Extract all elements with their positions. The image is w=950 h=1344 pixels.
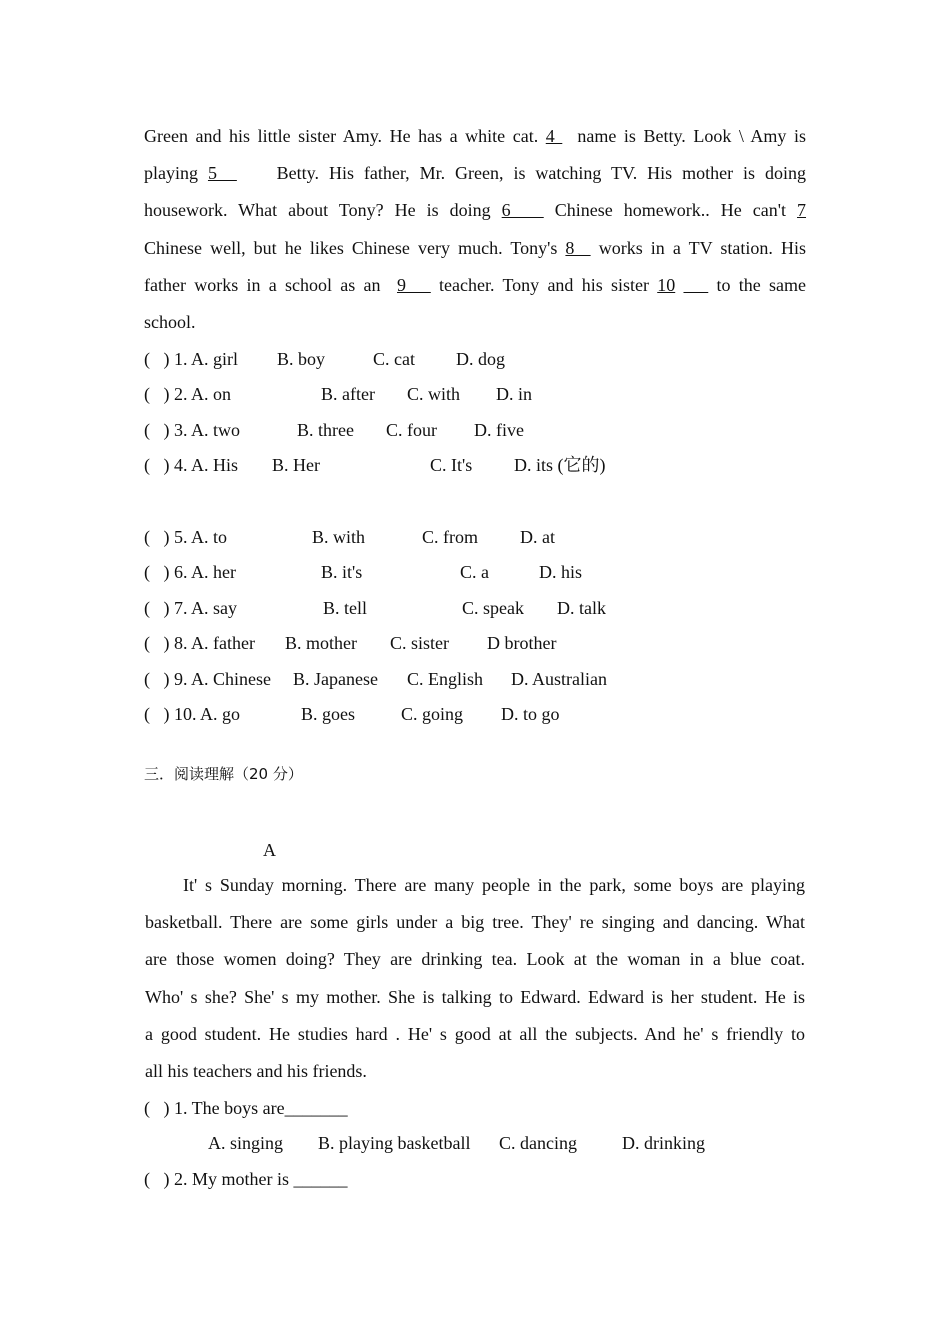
cloze-passage	[144, 118, 806, 341]
option-b: B. mother	[285, 633, 357, 653]
option-c: C. with	[407, 384, 461, 404]
blank-number: 9	[397, 274, 431, 295]
passage-line	[144, 267, 806, 304]
section-heading: 三．阅读理解（20 分）	[144, 765, 303, 783]
question-stem: ( ) 1. A. girl	[144, 349, 238, 369]
blank-number: 8	[565, 237, 591, 258]
question-text: ( ) 1. The boys are_______	[144, 1098, 348, 1118]
option-d: D brother	[487, 633, 557, 653]
question-stem: ( ) 8. A. father	[144, 633, 255, 653]
passage-text: Green and his little sister Amy. He has a white cat.	[144, 126, 546, 146]
option-b: B. playing basketball	[318, 1133, 471, 1153]
option-c: C. cat	[373, 349, 415, 369]
passage-text: father works in a school as an	[144, 274, 398, 295]
option-c: C. speak	[462, 598, 524, 618]
option-a: A. singing	[208, 1133, 284, 1153]
passage-text: housework. What about Tony? He is doing	[144, 200, 502, 221]
option-b: B. it's	[321, 562, 363, 582]
option-d: D. dog	[456, 349, 505, 369]
option-d: D. in	[496, 384, 532, 404]
option-d: D. to go	[501, 704, 560, 724]
reading-passage	[145, 867, 805, 1090]
reading-question-1-options	[144, 1131, 705, 1155]
option-d: D. talk	[557, 598, 606, 618]
question-stem: ( ) 5. A. to	[144, 527, 227, 547]
option-c: C. from	[422, 527, 478, 547]
option-b: B. boy	[277, 349, 326, 369]
passage-line	[144, 304, 806, 341]
question-stem: ( ) 4. A. His	[144, 455, 238, 475]
option-d: D. at	[520, 527, 555, 547]
reading-line: It' s Sunday morning. There are many people in the park, some boys are playing	[183, 875, 805, 895]
passage-text: Chinese homework.. He can't	[543, 200, 798, 221]
option-b: B. with	[312, 527, 366, 547]
passage-text: playing	[144, 163, 208, 184]
blank-number	[683, 275, 708, 295]
blank-number: 4	[545, 126, 563, 146]
question-stem: ( ) 9. A. Chinese	[144, 669, 271, 689]
option-b: B. after	[321, 384, 375, 404]
passage-text: to the same	[708, 274, 807, 295]
option-c: C. dancing	[499, 1133, 577, 1153]
question-stem: ( ) 7. A. say	[144, 598, 237, 618]
passage-text: Chinese well, but he likes Chinese very much. Tony's	[144, 237, 566, 258]
blank-number: 10	[657, 274, 676, 295]
option-b: B. three	[297, 420, 354, 440]
blank-number: 5	[207, 163, 237, 184]
option-c: C. going	[401, 704, 464, 724]
passage-line	[144, 192, 806, 229]
reading-line: are those women doing? They are drinking tea. Look at the woman in a blue coat.	[145, 949, 805, 970]
option-c: C. English	[407, 669, 484, 689]
passage-text: Betty. His father, Mr. Green, is watching TV. His mother is doing	[236, 163, 807, 184]
passage-text: works in a TV station. His	[590, 237, 806, 258]
option-b: B. Her	[272, 455, 320, 475]
question-stem: ( ) 2. A. on	[144, 384, 231, 404]
reading-line: all his teachers and his friends.	[145, 1060, 367, 1081]
passage-line	[144, 118, 806, 155]
reading-line: Who' s she? She' s my mother. She is talking to Edward. Edward is her student. He is	[145, 986, 805, 1007]
option-b: B. goes	[301, 704, 355, 724]
passage-text: school.	[144, 311, 196, 332]
question-stem: ( ) 6. A. her	[144, 562, 236, 582]
passage-line	[144, 230, 806, 267]
option-c: C. a	[460, 562, 489, 582]
option-d: D. its (它的)	[514, 455, 606, 475]
reading-title: A	[263, 840, 276, 860]
question-text: ( ) 2. My mother is ______	[144, 1169, 348, 1189]
option-d: D. his	[539, 562, 583, 582]
option-c: C. It's	[430, 455, 473, 475]
passage-text: teacher. Tony and his sister	[430, 274, 658, 295]
reading-question-2	[144, 1167, 348, 1191]
blank-number: 6	[501, 200, 544, 221]
option-c: C. four	[386, 420, 437, 440]
option-b: B. tell	[323, 598, 367, 618]
option-d: D. five	[474, 420, 524, 440]
option-c: C. sister	[390, 633, 450, 653]
question-stem: ( ) 3. A. two	[144, 420, 240, 440]
blank-number: 7	[797, 200, 807, 221]
option-d: D. drinking	[622, 1133, 705, 1153]
reading-line: a good student. He studies hard . He' s good at all the subjects. And he' s friendly to	[145, 1023, 805, 1044]
option-b: B. Japanese	[293, 669, 378, 689]
passage-text: name is Betty. Look \ Amy is	[562, 126, 806, 146]
question-stem: ( ) 10. A. go	[144, 704, 240, 724]
option-d: D. Australian	[511, 669, 607, 689]
passage-line	[144, 155, 806, 192]
reading-question-1	[144, 1096, 348, 1120]
reading-line: basketball. There are some girls under a big tree. They' re singing and dancing. What	[145, 912, 805, 933]
